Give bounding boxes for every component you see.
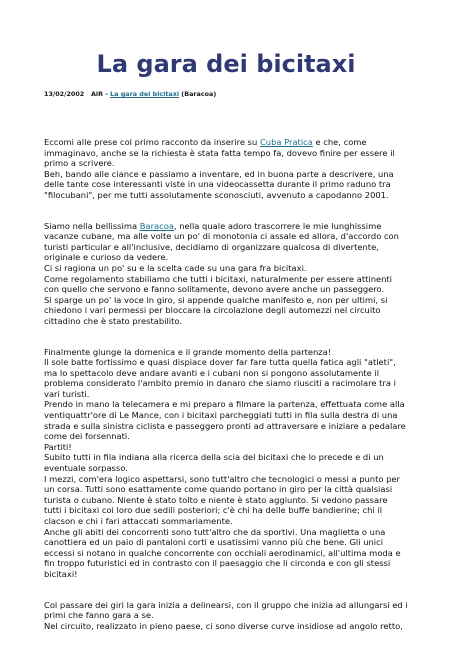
text-segment: Partiti! xyxy=(44,441,72,452)
text-segment: problema considerato l'ambito premio in danaro che siamo riusciti a racimolare tra i xyxy=(44,378,396,389)
paragraph xyxy=(44,137,424,201)
text-segment: con quello che servono e fanno solitamente, devono avere anche un passeggero. xyxy=(44,284,385,295)
text-segment: cittadino che è stato prestabilito. xyxy=(44,315,182,326)
article-author: AiR xyxy=(90,90,103,98)
text-line xyxy=(44,410,424,421)
text-line xyxy=(44,295,424,306)
text-segment: ventiquattr'ore di Le Mance, con i bicitaxi parcheggiati tutti in fila sulla destra di una xyxy=(44,410,398,421)
text-line xyxy=(44,221,424,232)
text-segment: Prendo in mano la telecamera e mi preparo a filmare la partenza, effettuata come alla xyxy=(44,399,405,410)
paragraph xyxy=(44,221,424,327)
text-segment: un corsa. Tutti sono esattamente come quando portano in giro per la città qualsiasi xyxy=(44,484,393,495)
article-body xyxy=(44,137,424,651)
text-line xyxy=(44,452,424,463)
text-line xyxy=(44,274,424,285)
paragraph xyxy=(44,600,424,632)
text-line xyxy=(44,505,424,516)
text-segment: Beh, bando alle ciance e passiamo a inventare, ed in buona parte a descrivere, una xyxy=(44,168,394,179)
text-line xyxy=(44,284,424,295)
text-line xyxy=(44,378,424,389)
text-segment: Eccomi alle prese col primo racconto da inserire su xyxy=(44,137,260,147)
text-line xyxy=(44,252,424,263)
text-line xyxy=(44,421,424,432)
text-line xyxy=(44,463,424,474)
text-segment: Nel circuito, realizzato in pieno paese, ci sono diverse curve insidiose ad angolo retto, xyxy=(44,620,403,631)
text-line xyxy=(44,537,424,548)
text-segment: , nella quale adoro trascorrere le mie lunghissime xyxy=(173,220,382,231)
text-segment: canottiera ed un paio di pantaloni corti e usatissimi vanno più che bene. Gli unici xyxy=(44,537,384,548)
text-line xyxy=(44,137,424,148)
text-segment: primo a scrivere. xyxy=(44,158,115,169)
text-line xyxy=(44,495,424,506)
text-line xyxy=(44,368,424,379)
article-meta xyxy=(44,90,216,98)
article-link[interactable]: La gara dei bicitaxi xyxy=(110,90,180,98)
page-title: La gara dei bicitaxi xyxy=(96,50,356,78)
text-segment: Finalmente giunge la domenica e il grande momento della partenza! xyxy=(44,346,332,357)
text-segment: originale e curioso da vedere. xyxy=(44,252,169,263)
text-line xyxy=(44,600,424,611)
text-line xyxy=(44,621,424,632)
text-segment: turista o cubano. Niente è stato tolto e niente è stato aggiunto. Si vedono passare xyxy=(44,494,388,505)
text-line xyxy=(44,474,424,485)
text-line xyxy=(44,431,424,442)
text-segment: chiedono i vari permessi per bloccare la circolazione degli automezzi nel circuito xyxy=(44,305,381,316)
text-segment: strada e sulla sinistra ciclista e passeggero pronti ad attraversare e iniziare a pedalare xyxy=(44,420,406,431)
text-segment: "filocubani", per me tutti assolutamente sconosciuti, avvenuto a capodanno 2001. xyxy=(44,189,389,200)
text-line xyxy=(44,263,424,274)
text-segment: Il sole batte fortissimo e quasi dispiace dover far fare tutta quella fatica agli "atleti", xyxy=(44,357,396,368)
article-location: (Baracoa) xyxy=(181,90,217,98)
text-segment: tutti i bicitaxi coi loro due sedili posteriori; c'è chi ha delle buffe bandierine; chi il xyxy=(44,505,383,516)
text-segment: I mezzi, com'era logico aspettarsi, sono tutt'altro che tecnologici o messi a punto per xyxy=(44,473,400,484)
text-segment: Ci si ragiona un po' su e la scelta cade su una gara fra bicitaxi. xyxy=(44,262,307,273)
text-segment: Col passare dei giri la gara inizia a delinearsi, con il gruppo che inizia ad allungarsi ed i xyxy=(44,599,408,610)
text-segment: eventuale sorpasso. xyxy=(44,463,128,474)
text-line xyxy=(44,357,424,368)
text-segment: Siamo nella bellissima xyxy=(44,220,140,231)
text-line xyxy=(44,610,424,621)
text-segment: come dei forsennati. xyxy=(44,431,130,442)
text-line xyxy=(44,190,424,201)
text-line xyxy=(44,399,424,410)
text-segment: Anche gli abiti dei concorrenti sono tutt'altro che da sportivi. Una maglietta o una xyxy=(44,526,386,537)
text-line xyxy=(44,158,424,169)
text-segment: eccessi si notano in qualche concorrente con occhiali aerodinamici, all'ultima moda e xyxy=(44,547,401,558)
text-line xyxy=(44,569,424,580)
text-segment: fin troppo futuristici ed in contrasto con il paesaggio che li circonda e con gli stessi xyxy=(44,558,391,569)
paragraph xyxy=(44,347,424,580)
text-segment: vari turisti. xyxy=(44,388,90,399)
text-segment: immaginavo, anche se la richiesta è stata fatta tempo fa, dovevo finire per essere il xyxy=(44,147,395,158)
text-segment: Subito tutti in fila indiana alla ricerca della scia del bicitaxi che lo precede e di un xyxy=(44,452,384,463)
text-line xyxy=(44,347,424,358)
text-line xyxy=(44,148,424,159)
text-line xyxy=(44,516,424,527)
text-segment: Si sparge un po' la voce in giro, si appende qualche manifesto e, non per ultimi, si xyxy=(44,294,388,305)
text-segment: turisti particular e all'inclusive, decidiamo di organizzare qualcosa di divertente, xyxy=(44,241,379,252)
text-segment: primi che fanno gara a se. xyxy=(44,610,154,621)
text-line xyxy=(44,548,424,559)
article-date: 13/02/2002 xyxy=(44,90,85,98)
text-line xyxy=(44,169,424,180)
inline-link[interactable]: Cuba Pratica xyxy=(259,137,313,147)
text-line xyxy=(44,558,424,569)
text-line xyxy=(44,316,424,327)
text-line xyxy=(44,179,424,190)
text-line xyxy=(44,242,424,253)
text-segment: e che, come xyxy=(312,137,367,147)
text-line xyxy=(44,305,424,316)
meta-separator: - xyxy=(103,90,111,98)
text-line xyxy=(44,389,424,400)
text-line xyxy=(44,231,424,242)
text-line xyxy=(44,442,424,453)
text-segment: clacson e chi i fari attaccati sommariamente. xyxy=(44,516,233,526)
text-line xyxy=(44,527,424,538)
text-line xyxy=(44,484,424,495)
text-segment: bicitaxi! xyxy=(44,568,78,579)
inline-link[interactable]: Baracoa xyxy=(139,220,174,231)
text-segment: Come regolamento stabiliamo che tutti i bicitaxi, naturalmente per essere attinenti xyxy=(44,273,392,284)
text-segment: vacanze cubane, ma alle volte un po' di monotonia ci assale ed allora, d'accordo con xyxy=(44,231,399,242)
text-segment: ma lo spettacolo deve andare avanti e i cubani non si pongono assolutamente il xyxy=(44,367,380,378)
text-segment: delle tante cose interessanti viste in una videocassetta durante il primo raduno tra xyxy=(44,179,391,190)
